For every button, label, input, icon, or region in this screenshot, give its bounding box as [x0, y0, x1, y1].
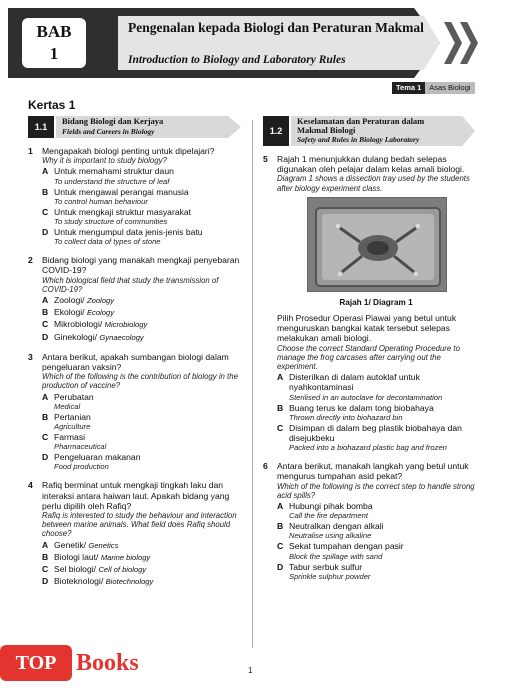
chapter-badge	[22, 18, 86, 68]
option-text-en: Thrown directly into biohazard bin	[289, 412, 403, 422]
option-text-en: Ecology	[86, 308, 114, 318]
option-text-ms: Perubatan	[54, 391, 94, 402]
option-letter: D	[42, 227, 49, 238]
question-number: 3	[28, 351, 33, 362]
section-header	[263, 116, 475, 146]
option[interactable]	[42, 564, 241, 575]
theme-name: Asas Biologi	[425, 82, 474, 94]
option[interactable]	[277, 403, 475, 422]
option-text-ms: Sel biologi/	[54, 564, 97, 575]
option[interactable]	[42, 295, 241, 306]
option-letter: A	[42, 391, 49, 402]
question-text-ms: Rafiq berminat untuk mengkaji tingkah laku dan interaksi antara haiwan laut. Apakah bidang yang perlu dipilih oleh Rafiq?	[42, 480, 230, 511]
option-text-en: To collect data of types of stone	[54, 237, 161, 247]
option[interactable]	[277, 501, 475, 520]
option[interactable]	[42, 307, 241, 318]
option[interactable]	[42, 392, 241, 411]
theme-label: Tema 1	[392, 82, 425, 94]
option[interactable]	[42, 332, 241, 343]
option-letter: D	[277, 561, 284, 572]
question-text-en: Which of the following is the correct step to handle strong acid spills?	[277, 481, 475, 500]
option-text-en: Call the fire department	[289, 511, 368, 521]
option[interactable]	[42, 576, 241, 587]
option[interactable]	[42, 452, 241, 471]
option-text-ms: Bioteknologi/	[54, 576, 104, 587]
option-letter: C	[277, 422, 284, 433]
option-text-en: Biotechnology	[105, 577, 154, 587]
option-text-en: Agriculture	[54, 422, 91, 432]
dissection-tray-image	[307, 197, 447, 292]
right-column	[263, 116, 475, 590]
option-text-en: Block the spillage with sand	[289, 551, 383, 561]
chapter-label: BAB	[36, 22, 72, 41]
question	[28, 255, 241, 343]
question-text-ms: Pilih Prosedur Operasi Piawai yang betul untuk menguruskan bangkai katak tersebut selepas melakukan amali biologi.	[277, 313, 457, 344]
option-text-ms: Buang terus ke dalam tong biobahaya	[289, 402, 434, 413]
option-text-ms: Hubungi pihak bomba	[289, 501, 373, 512]
paper-heading: Kertas 1	[28, 98, 76, 112]
section-title-en: Fields and Careers in Biology	[62, 127, 155, 136]
option-text-ms: Ginekologi/	[54, 331, 97, 342]
option-text-ms: Disimpan di dalam beg plastik biobahaya dan disejukbeku	[289, 422, 462, 444]
option-text-en: Microbiology	[104, 320, 148, 330]
option-letter: C	[277, 541, 284, 552]
section-title-en: Safety and Rules in Biology Laboratory	[297, 135, 420, 144]
question-text-en: Which of the following is the contribution of biology in the production of vaccine?	[42, 372, 238, 391]
option-text-en: Medical	[54, 401, 81, 411]
option-text-ms: Untuk mengkaji struktur masyarakat	[54, 206, 192, 217]
option-text-ms: Untuk mengumpul data jenis-jenis batu	[54, 227, 203, 238]
option-letter: D	[42, 452, 49, 463]
option-letter: A	[42, 295, 49, 306]
question-text-en: Choose the correct Standard Operating Procedure to manage the frog carcases after carrying out the experiment.	[277, 343, 460, 372]
option-text-en: Cell of biology	[98, 565, 147, 575]
option-text-en: To understand the structure of leaf	[54, 176, 170, 186]
question	[263, 461, 475, 581]
option[interactable]	[42, 166, 241, 185]
option-text-ms: Disterilkan di dalam autoklaf untuk nyahkontaminasi	[289, 372, 420, 393]
section-header	[28, 116, 241, 138]
option-text-ms: Pengeluaran makanan	[54, 452, 141, 463]
option-text-en: Pharmaceutical	[54, 442, 107, 452]
option-letter: A	[42, 539, 49, 550]
section-title-ms: Bidang Biologi dan Kerjaya	[62, 116, 164, 126]
option[interactable]	[42, 540, 241, 551]
left-column	[28, 116, 241, 597]
question-text-en: Why it is important to study biology?	[42, 156, 167, 166]
option-text-ms: Genetik/	[54, 539, 87, 550]
diagram-caption: Rajah 1/ Diagram 1	[339, 297, 413, 307]
option-letter: B	[42, 186, 49, 197]
question-text-ms: Bidang biologi yang manakah mengkaji penyebaran COVID-19?	[42, 255, 240, 276]
question-number: 4	[28, 480, 33, 491]
option[interactable]	[42, 227, 241, 246]
logo-books: Books	[76, 650, 139, 676]
question-text-en: Diagram 1 shows a dissection tray used by the students after biology experiment class.	[277, 174, 470, 193]
option[interactable]	[42, 187, 241, 206]
option-letter: C	[42, 432, 49, 443]
option-text-ms: Sekat tumpahan dengan pasir	[289, 541, 404, 552]
option-text-en: Gynaecology	[99, 332, 144, 342]
option[interactable]	[42, 412, 241, 431]
option-text-en: Genetics	[88, 540, 119, 550]
column-divider	[252, 120, 253, 648]
option-letter: B	[42, 307, 49, 318]
option-letter: B	[277, 402, 284, 413]
question	[28, 146, 241, 246]
question-text-ms: Mengapakah biologi penting untuk dipelajari?	[42, 146, 215, 156]
option-letter: B	[42, 411, 49, 422]
option-text-ms: Neutralkan dengan alkali	[289, 521, 384, 532]
option-letter: A	[277, 501, 284, 512]
theme-tag	[392, 82, 475, 94]
question	[28, 352, 241, 472]
question	[263, 154, 475, 452]
option[interactable]	[42, 552, 241, 563]
chevron-right-icon	[444, 22, 462, 64]
option-text-ms: Ekologi/	[54, 307, 85, 318]
option-text-ms: Farmasi	[54, 432, 86, 443]
option-letter: C	[42, 206, 49, 217]
question-text-ms: Rajah 1 menunjukkan dulang bedah selepas digunakan oleh pelajar dalam kelas amali biologi.	[277, 154, 465, 175]
chevron-right-icon	[460, 22, 478, 64]
option-letter: D	[42, 331, 49, 342]
option[interactable]	[277, 372, 475, 401]
option-letter: C	[42, 319, 49, 330]
page-number: 1	[248, 666, 253, 675]
option-text-en: Sprinkle sulphur powder	[289, 571, 371, 581]
option-text-ms: Mikrobiologi/	[54, 319, 103, 330]
option[interactable]	[277, 521, 475, 540]
option-text-en: Marine biology	[100, 552, 151, 562]
question-text-en: Rafiq is interested to study the behaviour and interaction between marine animals. What field does Rafiq should choose?	[42, 511, 237, 539]
option-text-ms: Untuk mengawal perangai manusia	[54, 186, 189, 197]
option[interactable]	[42, 432, 241, 451]
question	[28, 480, 241, 587]
option-text-en: Zoology	[86, 296, 114, 306]
option[interactable]	[42, 207, 241, 226]
option-letter: D	[42, 576, 49, 587]
option-text-en: To study structure of communities	[54, 217, 168, 227]
option-text-ms: Pertanian	[54, 411, 91, 422]
option-letter: A	[277, 372, 284, 383]
option-text-en: Food production	[54, 462, 109, 472]
option[interactable]	[277, 423, 475, 452]
logo-top: TOP	[0, 645, 72, 681]
chapter-number: 1	[49, 44, 59, 63]
option-letter: A	[42, 166, 49, 177]
option-text-ms: Untuk memahami struktur daun	[54, 166, 174, 177]
option-text-en: Neutralise using alkaline	[289, 531, 372, 541]
question-number: 2	[28, 255, 33, 266]
option-text-en: Sterilised in an autoclave for decontamination	[289, 392, 443, 402]
chapter-title-ms: Pengenalan kepada Biologi dan Peraturan Makmal	[128, 20, 424, 35]
option-text-en: To control human behaviour	[54, 196, 148, 206]
question-number: 6	[263, 461, 268, 472]
section-number: 1.1	[28, 116, 54, 138]
section-title-ms: Keselamatan dan Peraturan dalam Makmal Biologi	[297, 116, 425, 135]
option-text-en: Packed into a biohazard plastic bag and frozen	[289, 443, 447, 453]
option-text-ms: Biologi laut/	[54, 551, 99, 562]
question-text-en: Which biological field that study the transmission of COVID-19?	[42, 275, 219, 294]
option[interactable]	[42, 319, 241, 330]
question-number: 1	[28, 146, 33, 156]
question-text-ms: Antara berikut, manakah langkah yang betul untuk mengurus tumpahan asid pekat?	[277, 461, 469, 482]
option-letter: B	[277, 521, 284, 532]
question-text-ms: Antara berikut, apakah sumbangan biologi dalam pengeluaran vaksin?	[42, 351, 229, 373]
option-text-ms: Tabur serbuk sulfur	[289, 561, 363, 572]
chapter-banner	[8, 8, 478, 78]
option[interactable]	[277, 541, 475, 560]
section-number: 1.2	[263, 116, 289, 146]
question-number: 5	[263, 154, 268, 164]
option[interactable]	[277, 562, 475, 581]
option-text-ms: Zoologi/	[54, 295, 85, 306]
chapter-title-en: Introduction to Biology and Laboratory Rules	[128, 54, 346, 66]
topbooks-logo	[0, 645, 178, 681]
option-letter: C	[42, 564, 49, 575]
option-letter: B	[42, 551, 49, 562]
